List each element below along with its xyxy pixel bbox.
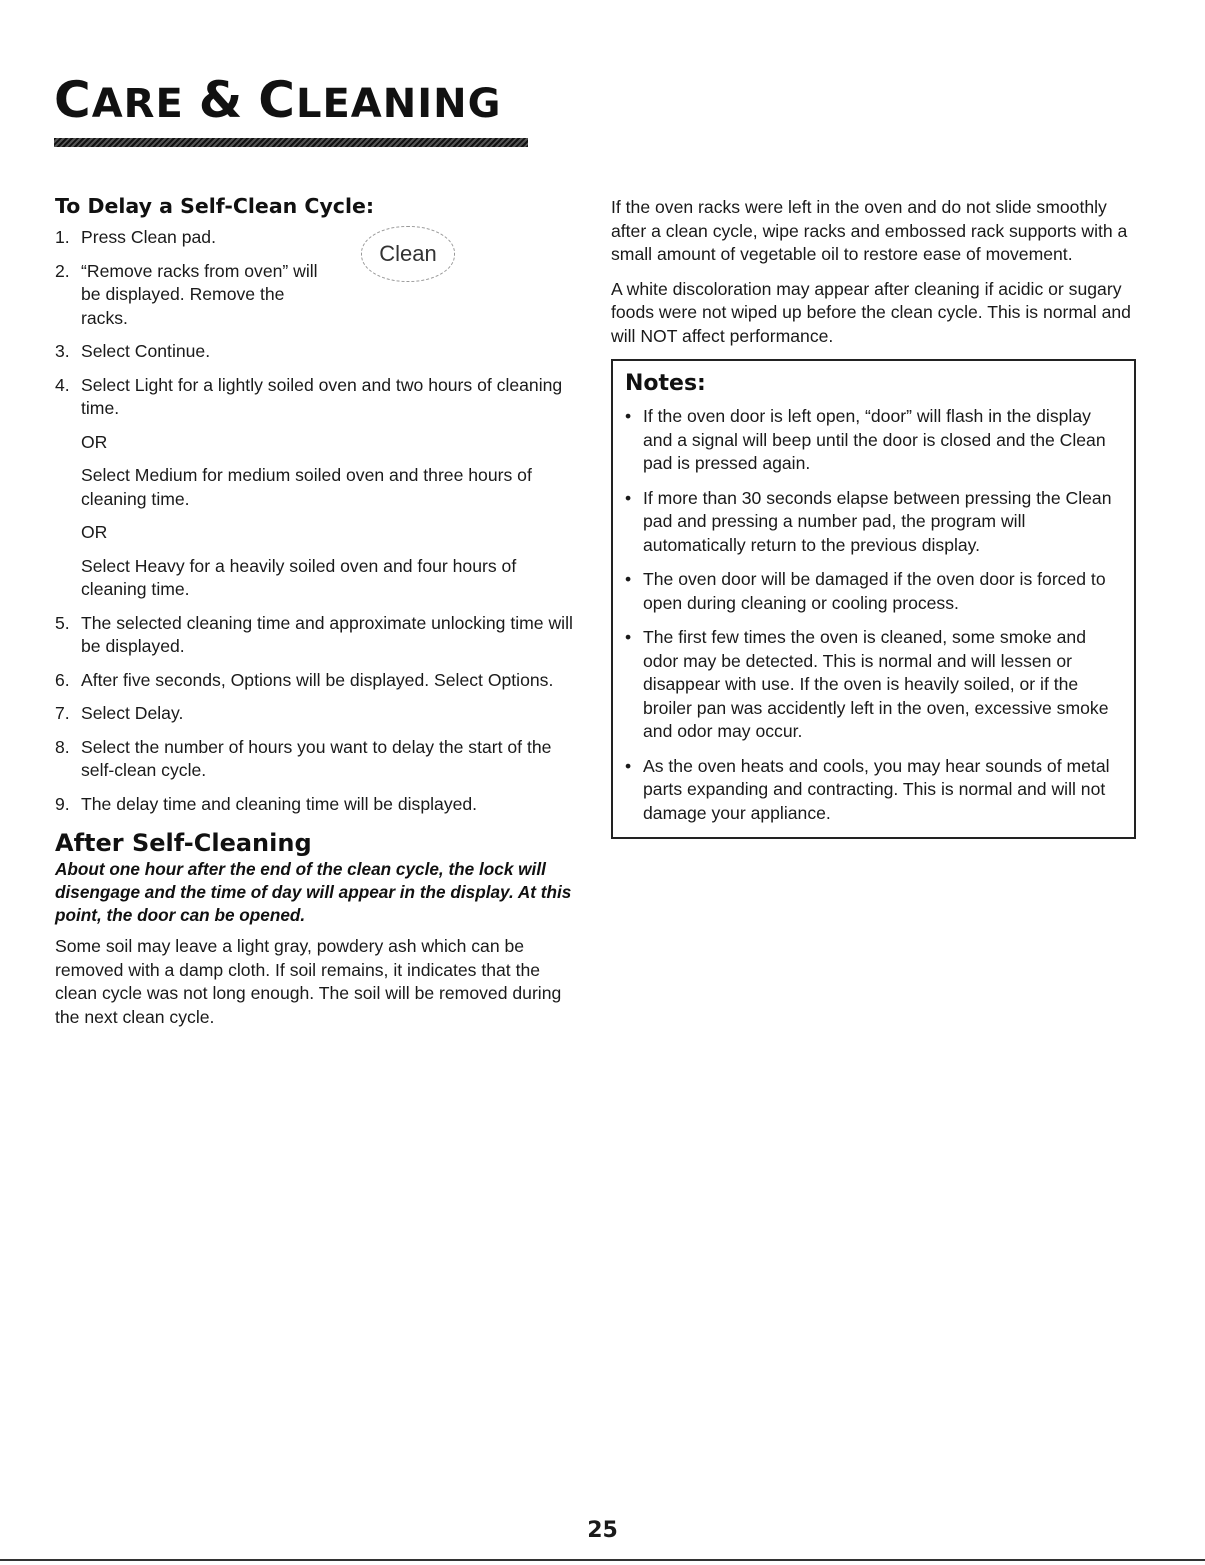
step-number: 9.: [55, 793, 70, 814]
step-item: [55, 702, 585, 726]
note-item: [625, 755, 1124, 826]
step-item: [55, 669, 585, 693]
delay-section-heading: To Delay a Self-Clean Cycle:: [55, 194, 375, 218]
step-item: [55, 793, 585, 817]
step-item: [55, 374, 585, 602]
note-item: [625, 568, 1124, 615]
step-text: After five seconds, Options will be displayed. Select Options.: [81, 669, 554, 690]
step-number: 6.: [55, 669, 70, 690]
discoloration-paragraph: A white discoloration may appear after cleaning if acidic or sugary foods were not wiped up before the clean cycle. This is normal and will NOT affect performance.: [611, 278, 1131, 346]
bullet-icon: •: [625, 487, 632, 508]
step-number: 1.: [55, 227, 70, 247]
step-number: 5.: [55, 612, 70, 633]
bottom-rule: [0, 1559, 1205, 1561]
bullet-icon: •: [625, 755, 632, 776]
step-text: Select Light for a lightly soiled oven and two hours of cleaning time.: [81, 374, 563, 418]
step-text: The selected cleaning time and approximate unlocking time will be displayed.: [81, 612, 573, 656]
note-item: [625, 626, 1124, 744]
step-item: [55, 226, 585, 250]
note-text: The first few times the oven is cleaned, some smoke and odor may be detected. This is normal and will lessen or disappear with use. If the oven is heavily soiled, or if the broiler pan was accidently left in the oven, excessive smoke and odor may occur.: [643, 627, 1109, 741]
right-column: [611, 196, 1136, 839]
title-ampersand: &: [198, 71, 244, 129]
after-section-lead: About one hour after the end of the clean cycle, the lock will disengage and the time of day will appear in the display. At this point, the door can be opened.: [55, 859, 572, 925]
step-text: “Remove racks from oven” will be displayed. Remove the racks.: [81, 260, 318, 328]
notes-heading: Notes:: [625, 371, 706, 396]
note-text: If the oven door is left open, “door” will flash in the display and a signal will beep until the door is closed and the Clean pad is pressed again.: [643, 406, 1106, 473]
page-number: 25: [587, 1518, 618, 1543]
step-item: [55, 612, 585, 659]
title-initial-c: C: [54, 71, 92, 129]
step-or-separator: OR: [81, 431, 108, 452]
page-title: [54, 72, 501, 132]
step-item: [55, 736, 585, 783]
title-initial-c2: C: [258, 71, 296, 129]
rack-care-paragraph: If the oven racks were left in the oven and do not slide smoothly after a clean cycle, wipe racks and embossed rack supports with a small amount of vegetable oil to restore ease of movement.: [611, 197, 1128, 264]
delay-steps-list: [55, 226, 585, 816]
step-text: Press Clean pad.: [81, 227, 216, 247]
step-text: Select the number of hours you want to delay the start of the self-clean cycle.: [81, 736, 552, 780]
bullet-icon: •: [625, 569, 632, 589]
clean-pad-label: Clean: [379, 241, 437, 267]
step-or-separator: OR: [81, 522, 108, 542]
after-section-heading: After Self-Cleaning: [55, 829, 312, 857]
title-word-are: ARE: [91, 81, 184, 127]
step-text-heavy: Select Heavy for a heavily soiled oven and four hours of cleaning time.: [81, 555, 517, 599]
step-text-medium: Select Medium for medium soiled oven and three hours of cleaning time.: [81, 465, 532, 509]
step-number: 2.: [55, 260, 70, 281]
step-number: 7.: [55, 703, 70, 723]
title-underline: [54, 138, 528, 147]
step-item: [55, 340, 585, 364]
step-text: Select Continue.: [81, 341, 211, 361]
step-number: 8.: [55, 736, 70, 757]
left-column: [55, 192, 585, 1029]
notes-box: [611, 359, 1136, 839]
step-text: Select Delay.: [81, 703, 184, 723]
step-item: [55, 260, 585, 331]
bullet-icon: •: [625, 406, 632, 426]
title-word-leaning: LEANING: [295, 81, 502, 127]
note-item: [625, 405, 1124, 476]
step-number: 3.: [55, 341, 70, 361]
notes-list: [625, 405, 1124, 825]
bullet-icon: •: [625, 627, 632, 647]
after-section-body: Some soil may leave a light gray, powdery ash which can be removed with a damp cloth. If soil remains, it indicates that the clean cycle was not long enough. The soil will be removed during the next clean cycle.: [55, 936, 562, 1027]
step-text: The delay time and cleaning time will be displayed.: [81, 793, 478, 814]
note-text: If more than 30 seconds elapse between pressing the Clean pad and pressing a number pad, the program will automatically return to the previous display.: [643, 487, 1112, 555]
note-item: [625, 487, 1124, 558]
note-text: The oven door will be damaged if the oven door is forced to open during cleaning or cooling process.: [643, 569, 1106, 613]
step-number: 4.: [55, 374, 70, 395]
note-text: As the oven heats and cools, you may hear sounds of metal parts expanding and contracting. This is normal and will not damage your appliance.: [643, 755, 1110, 823]
